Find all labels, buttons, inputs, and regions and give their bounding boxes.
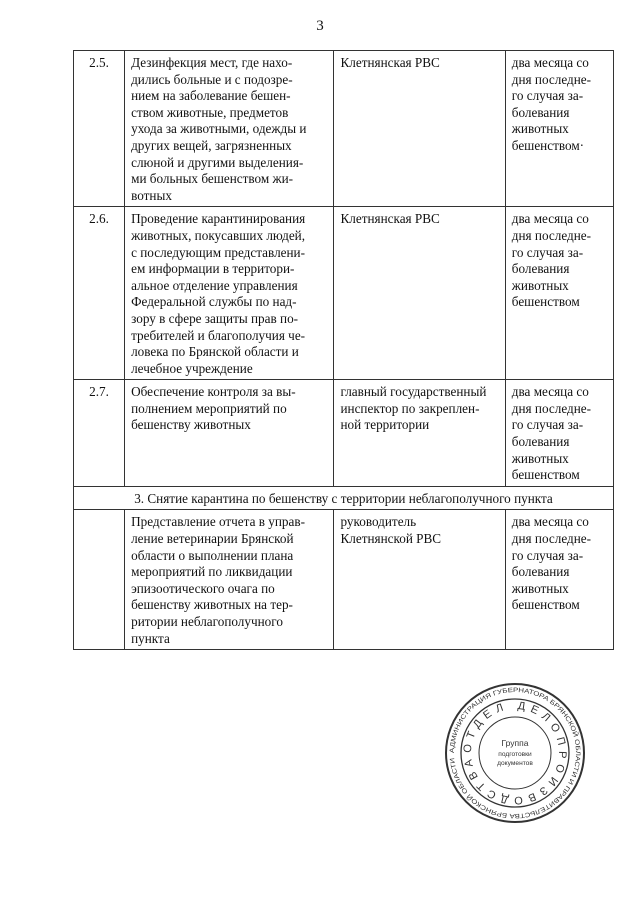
- activity-cell: Проведение карантинирования животных, покусавших людей, с последующим представлени- ем информации в территори- альное отделение управления Федеральной службы по над- зору в сфере защиты прав по- требителей и благополучия че- ловека по Брянской области и лечебное учреждение: [125, 207, 334, 380]
- term-cell: два месяца со дня последне- го случая за- болевания животных бешенством: [505, 510, 613, 650]
- page-number: 3: [316, 18, 324, 34]
- measures-table: [73, 50, 614, 650]
- term-cell: два месяца со дня последне- го случая за- болевания животных бешенством: [505, 207, 613, 380]
- row-number: 2.7.: [74, 380, 125, 487]
- stamp-center-line: подготовки: [498, 751, 532, 758]
- stamp-center-line: Группа: [501, 738, 529, 748]
- table-row: [74, 207, 614, 380]
- table-row: [74, 510, 614, 650]
- section-heading-row: [74, 486, 614, 510]
- term-cell: два месяца со дня последне- го случая за- болевания животных бешенством·: [505, 51, 613, 207]
- table-row: [74, 380, 614, 487]
- responsible-cell: Клетнянская РВС: [334, 207, 505, 380]
- activity-cell: Дезинфекция мест, где нахо- дились больные и с подозре- нием на заболевание бешен- ством животные, предметов ухода за животными, одежды и других вещей, загрязненных слюной и другими выделения- ми больных бешенством жи- вотных: [125, 51, 334, 207]
- table-row: [74, 51, 614, 207]
- row-number: [74, 510, 125, 650]
- responsible-cell: руководитель Клетнянской РВС: [334, 510, 505, 650]
- row-number: 2.6.: [74, 207, 125, 380]
- stamp-outer-text: АДМИНИСТРАЦИЯ ГУБЕРНАТОРА БРЯНСКОЙ ОБЛАСТИ И ПРАВИТЕЛЬСТВА БРЯНСКОЙ ОБЛАСТИ: [448, 686, 582, 820]
- official-stamp: [444, 682, 586, 824]
- activity-cell: Обеспечение контроля за вы- полнением мероприятий по бешенству животных: [125, 380, 334, 487]
- stamp-center-line: документов: [497, 760, 533, 767]
- responsible-cell: главный государственный инспектор по закреплен- ной территории: [334, 380, 505, 487]
- stamp-inner-text: ОТДЕЛ ДЕЛОПРОИЗВОДСТВА: [461, 699, 569, 807]
- responsible-cell: Клетнянская РВС: [334, 51, 505, 207]
- activity-cell: Представление отчета в управ- ление ветеринарии Брянской области о выполнении плана мероприятий по ликвидации эпизоотического очага по бешенству животных на тер- ритории неблагополучного пункта: [125, 510, 334, 650]
- term-cell: два месяца со дня последне- го случая за- болевания животных бешенством: [505, 380, 613, 487]
- section-3-heading: 3. Снятие карантина по бешенству с территории неблагополучного пункта: [74, 486, 614, 510]
- row-number: 2.5.: [74, 51, 125, 207]
